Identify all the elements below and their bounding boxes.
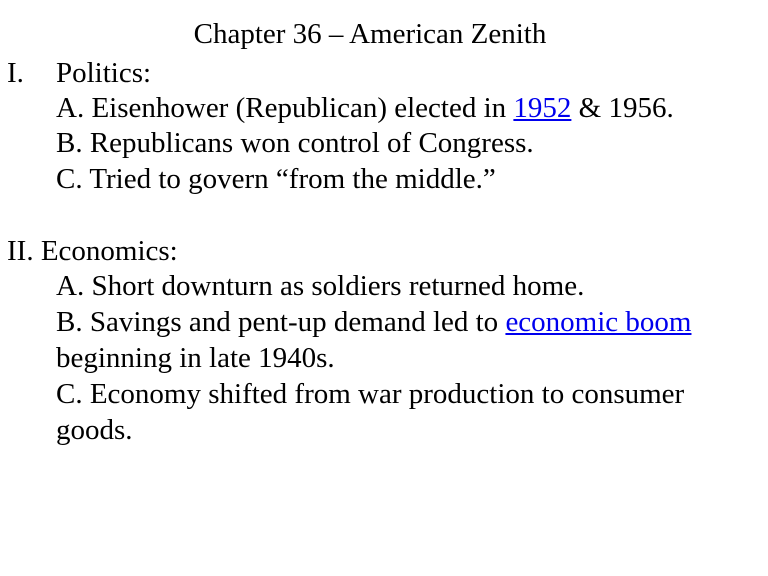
section-2-item-b-continued: beginning in late 1940s. (56, 342, 335, 374)
section-1-item-a (56, 90, 674, 126)
section-2-item-a: A. Short downturn as soldiers returned home. (56, 270, 585, 302)
section-1-item-a-prefix: A. Eisenhower (Republican) elected in (56, 92, 514, 124)
section-2-item-c: C. Economy shifted from war production to consumer (56, 378, 685, 410)
slide-title: Chapter 36 – American Zenith (193, 18, 547, 50)
section-1-item-b: B. Republicans won control of Congress. (56, 127, 534, 159)
section-2-item-b-prefix: B. Savings and pent-up demand led to (56, 306, 506, 338)
section-1-numeral: I. (7, 57, 24, 89)
section-2-item-c-continued: goods. (56, 414, 133, 446)
link-1952[interactable]: 1952 (513, 92, 572, 124)
section-2-heading: II. Economics: (7, 235, 178, 267)
section-2-item-b (56, 304, 691, 340)
section-1-item-a-suffix: & 1956. (571, 92, 674, 124)
link-economic-boom[interactable]: economic boom (505, 306, 692, 338)
section-1-item-c: C. Tried to govern “from the middle.” (56, 163, 496, 195)
section-1-heading: Politics: (56, 57, 152, 89)
